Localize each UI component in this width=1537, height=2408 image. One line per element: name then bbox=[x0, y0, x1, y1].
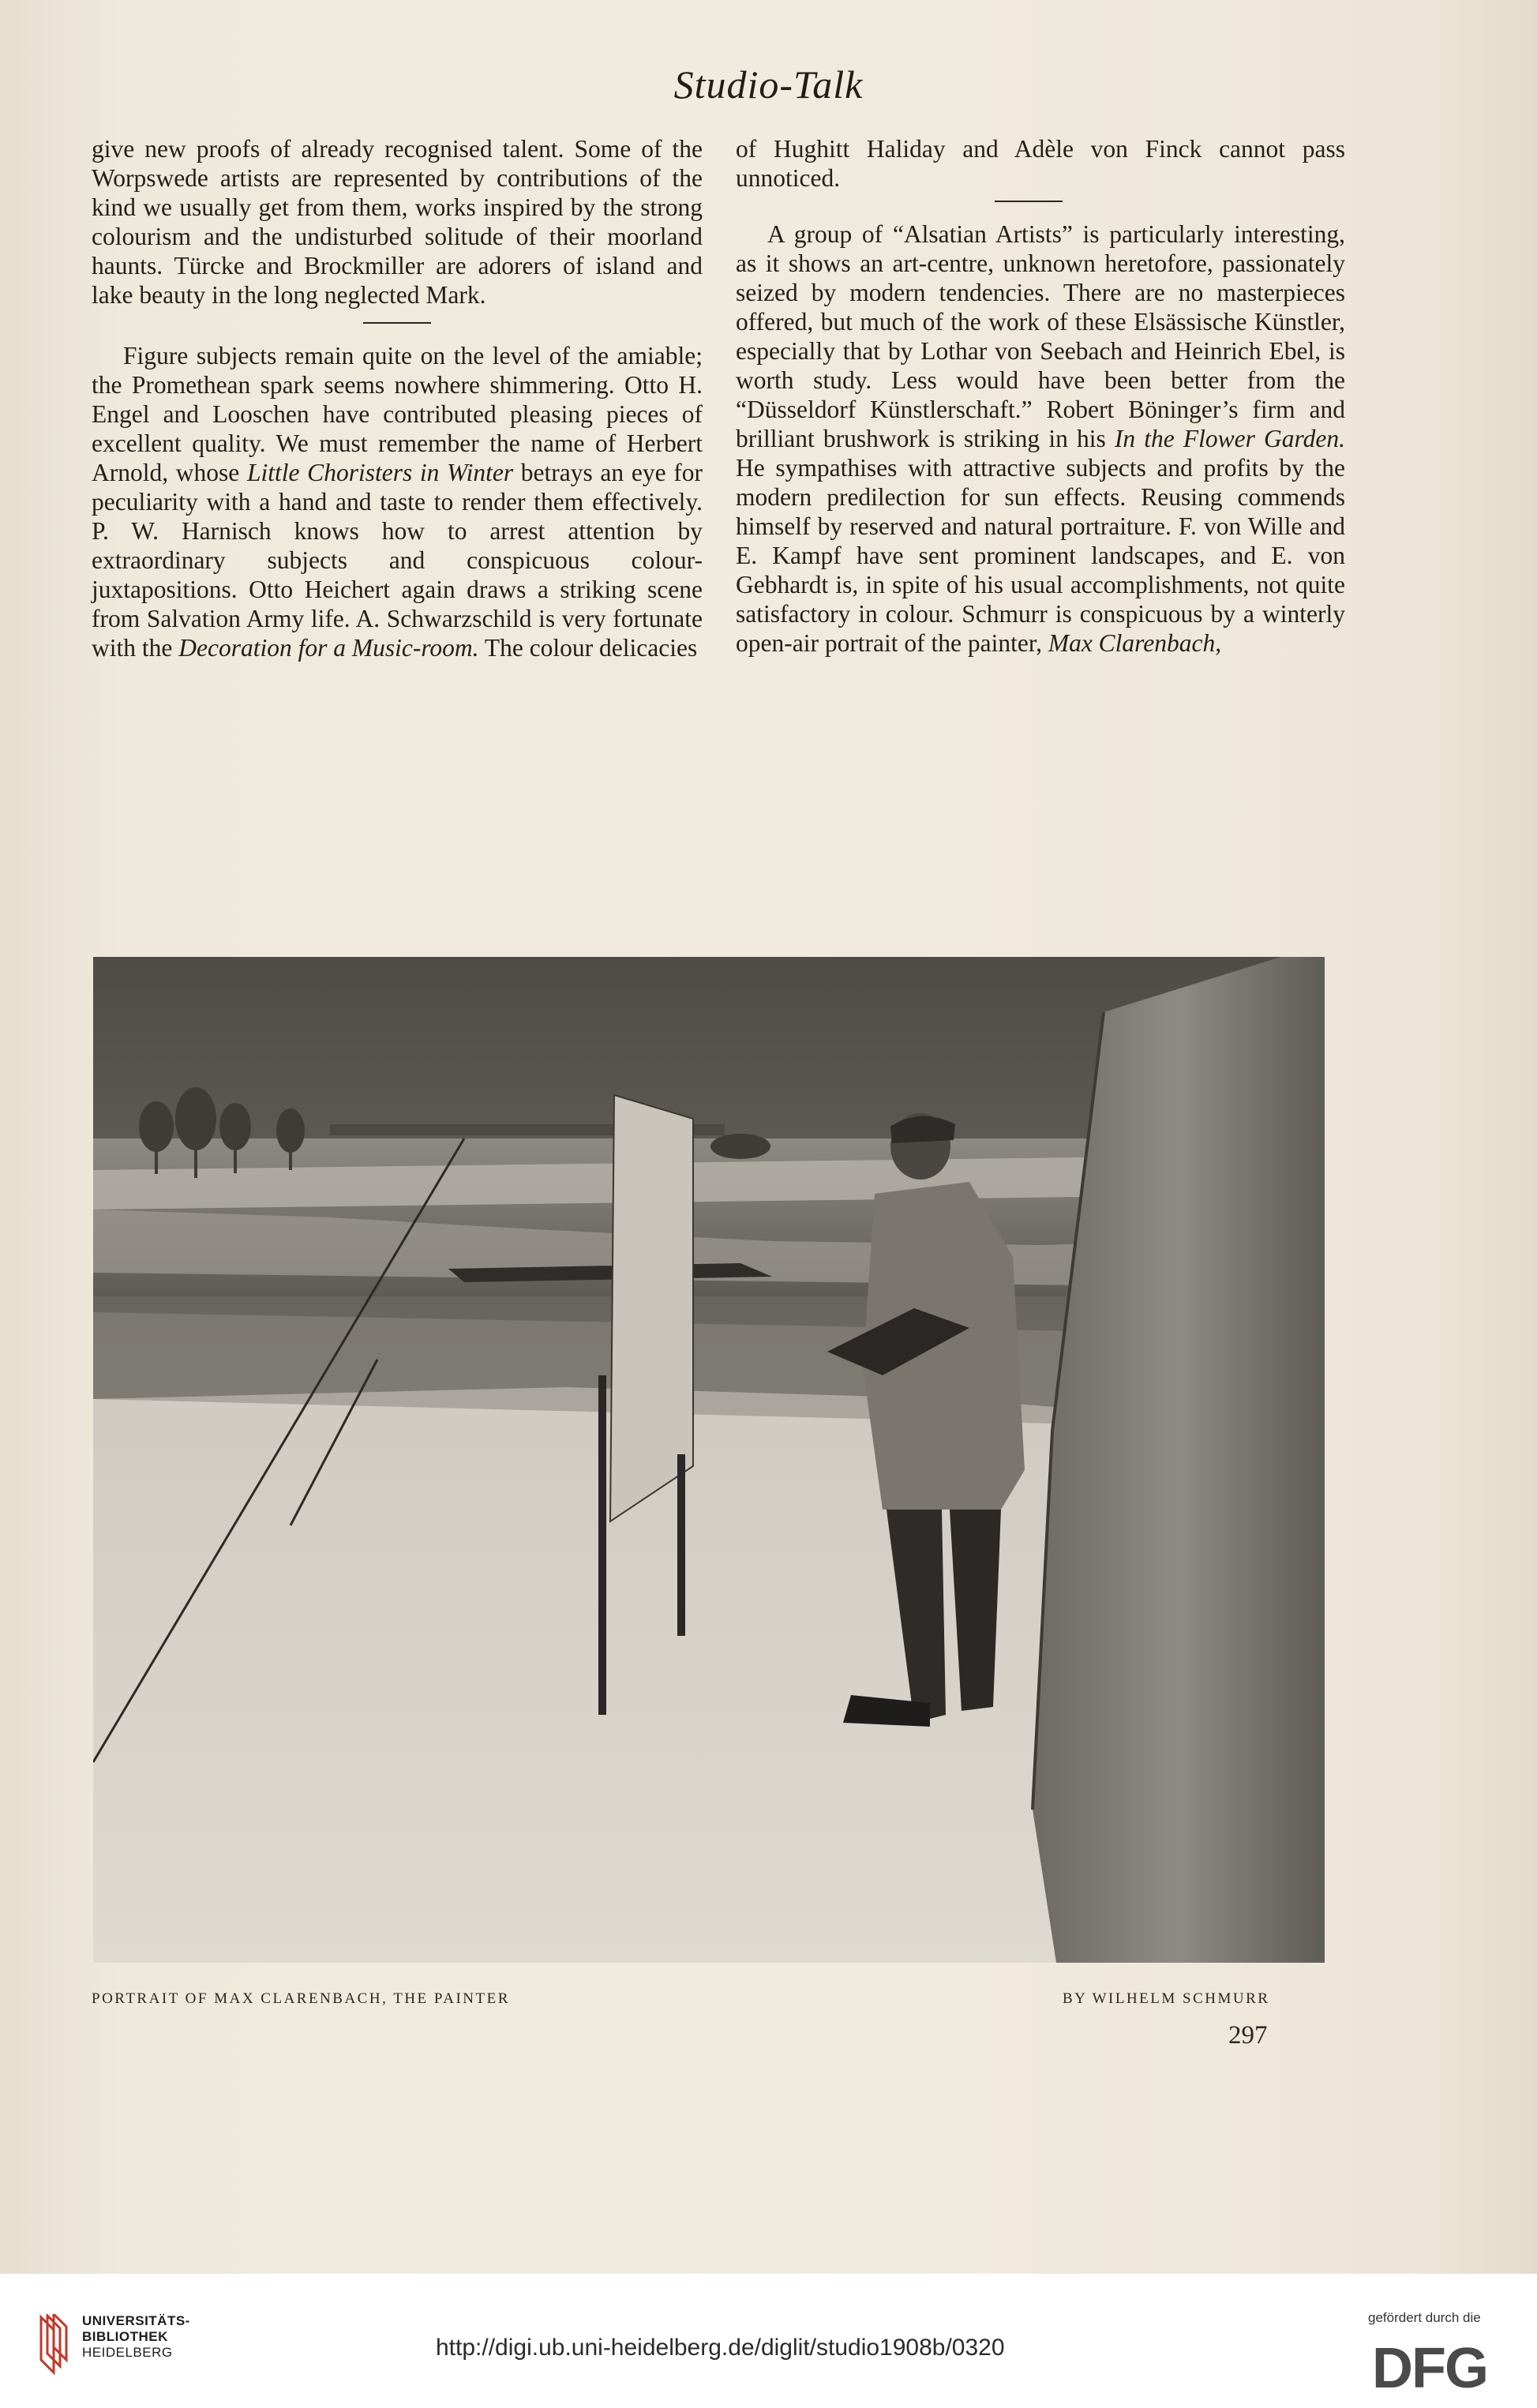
plate-caption-title: PORTRAIT OF MAX CLARENBACH, THE PAINTER bbox=[92, 1990, 510, 2007]
easel-leg bbox=[677, 1454, 685, 1636]
section-divider bbox=[363, 322, 431, 324]
left-paragraph-2: Figure subjects remain quite on the level of the amiable; the Promethean spark seems nowhere shimmering. Otto H. Engel and Looschen have contributed pleasing pieces of excellent quality. We must remember the name of Herbert Arnold, whose Little Choristers in Winter betrays an eye for peculiarity with a hand and taste to render them effectively. P. W. Harnisch knows how to arrest attention by extraordinary subjects and conspicuous colour-juxtapositions. Otto Heichert again draws a striking scene from Salvation Army life. A. Schwarzschild is very fortunate with the Decoration for a Music-room. The colour delicacies bbox=[92, 342, 703, 662]
right-paragraph-2: A group of “Alsatian Artists” is particularly interesting, as it shows an art-centre, unknown heretofore, passionately seized by modern tendencies. There are no masterpieces offered, but much of the work of these Elsässische Künstler, especially that by Lothar von Seebach and Heinrich Ebel, is worth study. Less would have been better from the “Düsseldorf Künstlerschaft.” Robert Böninger’s firm and brilliant brushwork is striking in his In the Flower Garden. He sympathises with attractive subjects and profits by the modern predilection for sun effects. Reusing commends himself by reserved and natural portraiture. F. von Wille and E. Kampf have sent prominent landscapes, and E. von Gebhardt is, in spite of his usual accomplishments, not quite satisfactory in colour. Schmurr is conspicuous by a winterly open-air portrait of the painter, Max Clarenbach, bbox=[736, 220, 1345, 657]
plate-illustration bbox=[93, 957, 1325, 1963]
library-name: UNIVERSITÄTS- BIBLIOTHEK HEIDELBERG bbox=[82, 2313, 190, 2360]
plate-caption-artist: BY WILHELM SCHMURR bbox=[1063, 1990, 1270, 2007]
artwork-title: Little Choristers in Winter bbox=[246, 459, 514, 486]
library-logo-icon bbox=[35, 2314, 73, 2377]
dfg-logo: DFG bbox=[1372, 2337, 1487, 2400]
permalink-url[interactable]: http://digi.ub.uni-heidelberg.de/diglit/studio1908b/0320 bbox=[436, 2335, 1005, 2361]
left-column bbox=[92, 134, 703, 662]
easel-leg bbox=[598, 1375, 606, 1715]
funding-note: gefördert durch die bbox=[1368, 2310, 1481, 2325]
artwork-title: Max Clarenbach, bbox=[1048, 629, 1222, 657]
section-divider bbox=[995, 201, 1063, 202]
right-column bbox=[736, 134, 1345, 658]
digitisation-footer bbox=[0, 2274, 1537, 2408]
left-paragraph-1: give new proofs of already recognised talent. Some of the Worpswede artists are represented by contributions of the kind we usually get from them, works inspired by the strong colourism and the undisturbed solitude of their moorland haunts. Türcke and Brockmiller are adorers of island and lake beauty in the long neglected Mark. bbox=[92, 135, 703, 309]
right-paragraph-1: of Hughitt Haliday and Adèle von Finck cannot pass unnoticed. bbox=[736, 135, 1345, 192]
page-number: 297 bbox=[1228, 2021, 1268, 2050]
artwork-title: In the Flower Garden. bbox=[1114, 425, 1345, 452]
halftone-plate-painter-in-snow bbox=[93, 957, 1325, 1963]
artwork-title: Decoration for a Music-room. bbox=[178, 634, 479, 662]
running-head: Studio-Talk bbox=[673, 62, 864, 107]
